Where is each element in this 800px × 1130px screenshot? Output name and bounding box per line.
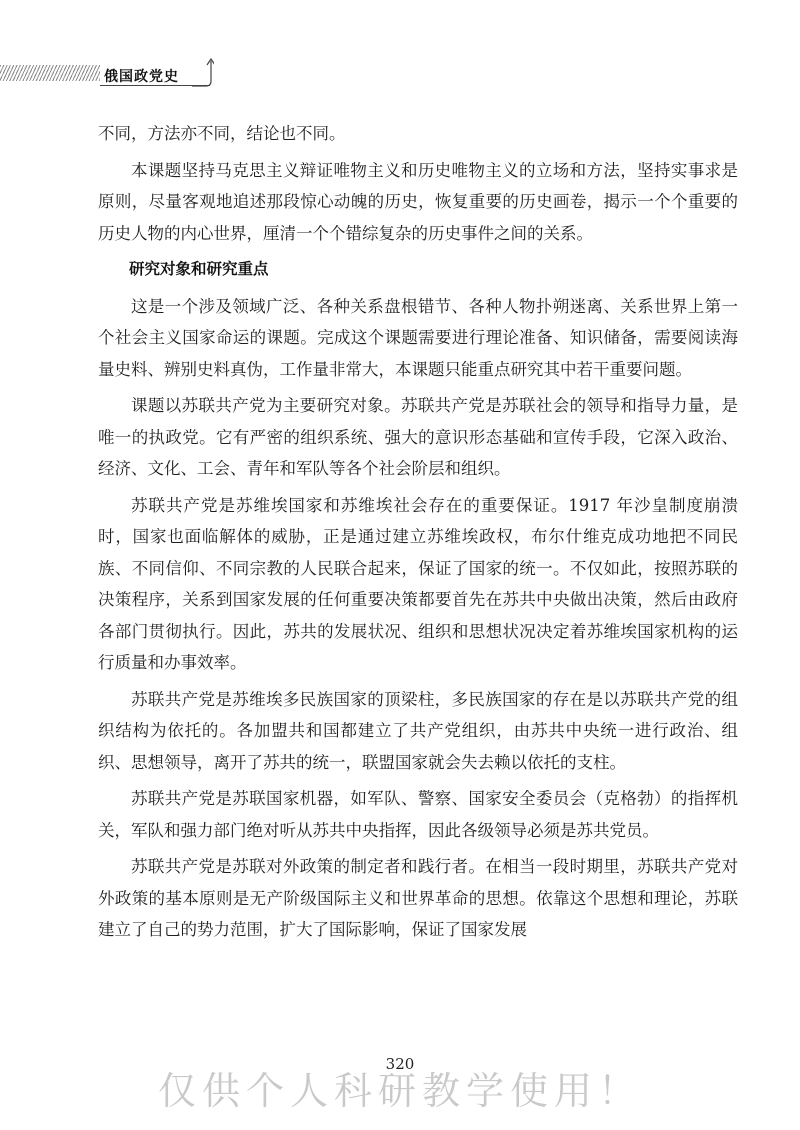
section-heading: 研究对象和研究重点 bbox=[129, 260, 269, 278]
running-header bbox=[0, 56, 800, 92]
paragraph: 苏联共产党是苏维埃多民族国家的顶梁柱，多民族国家的存在是以苏联共产党的组织结构为依托的。各加盟共和国都建立了共产党组织，由苏共中央统一进行政治、组织、思想领导，离开了苏共的统一，联盟国家就会失去赖以依托的支柱。 bbox=[98, 689, 738, 772]
paragraph: 课题以苏联共产党为主要研究对象。苏联共产党是苏联社会的领导和指导力量，是唯一的执政党。它有严密的组织系统、强大的意识形态基础和宣传手段，它深入政治、经济、文化、工会、青年和军队等各个社会阶层和组织。 bbox=[98, 396, 738, 478]
paragraph: 苏联共产党是苏联国家机器，如军队、警察、国家安全委员会（克格勃）的指挥机关，军队和强力部门绝对听从苏共中央指挥，因此各级领导必须是苏共党员。 bbox=[98, 789, 738, 840]
paragraph: 苏联共产党是苏维埃国家和苏维埃社会存在的重要保证。1917 年沙皇制度崩溃时，国家也面临解体的威胁，正是通过建立苏维埃政权，布尔什维克成功地把不同民族、不同信仰、不同宗教的人民联合起来，保证了国家的统一。不仅如此，按照苏联的决策程序，关系到国家发展的任何重要决策都要首先在苏共中央做出决策，然后由政府各部门贯彻执行。因此，苏共的发展状况、组织和思想状况决定着苏维埃国家机构的运行质量和办事效率。 bbox=[98, 495, 738, 672]
paragraph-continuation: 不同，方法亦不同，结论也不同。 bbox=[98, 124, 346, 143]
paragraph: 这是一个涉及领域广泛、各种关系盘根错节、各种人物扑朔迷离、关系世界上第一个社会主义国家命运的课题。完成这个课题需要进行理论准备、知识储备，需要阅读海量史料、辨别史料真伪，工作量非常大，本课题只能重点研究其中若干重要问题。 bbox=[98, 296, 738, 379]
book-title: 俄国政党史 bbox=[104, 69, 179, 85]
header-hatch-decoration bbox=[0, 65, 100, 81]
header-hook-icon bbox=[190, 56, 214, 88]
page-number: 320 bbox=[385, 1055, 415, 1073]
body-text bbox=[98, 118, 738, 951]
paragraph: 苏联共产党是苏联对外政策的制定者和践行者。在相当一段时期里，苏联共产党对外政策的基本原则是无产阶级国际主义和世界革命的思想。依靠这个思想和理论，苏联建立了自己的势力范围，扩大了国际影响，保证了国家发展 bbox=[98, 857, 738, 939]
paragraph: 本课题坚持马克思主义辩证唯物主义和历史唯物主义的立场和方法，坚持实事求是原则，尽量客观地追述那段惊心动魄的历史，恢复重要的历史画卷，揭示一个个重要的历史人物的内心世界，厘清一个个错综复杂的历史事件之间的关系。 bbox=[98, 160, 738, 243]
watermark: 仅供个人科研教学使用！ bbox=[157, 1069, 642, 1113]
